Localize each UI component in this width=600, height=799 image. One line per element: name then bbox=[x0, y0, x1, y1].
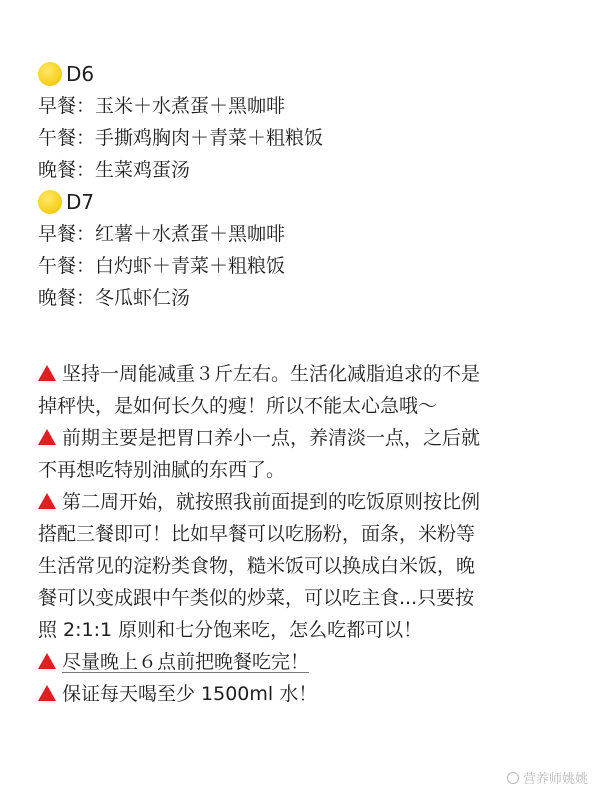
red-triangle-icon bbox=[38, 365, 56, 381]
meal-content: 红薯＋水煮蛋＋黑咖啡 bbox=[95, 223, 286, 245]
tip-paragraph bbox=[38, 678, 578, 710]
tip-line: 前期主要是把胃口养小一点，养清淡一点，之后就 bbox=[62, 427, 481, 449]
tip-line: 第二周开始，就按照我前面提到的吃饭原则按比例 bbox=[62, 491, 481, 513]
red-triangle-icon bbox=[38, 653, 56, 669]
day-label: D6 bbox=[66, 62, 95, 86]
day-label: D7 bbox=[66, 190, 95, 214]
tip-line: 搭配三餐即可！比如早餐可以吃肠粉，面条，米粉等 bbox=[38, 523, 476, 545]
meal-name: 早餐： bbox=[38, 223, 96, 245]
red-triangle-icon bbox=[38, 685, 56, 701]
tip-paragraph bbox=[38, 422, 578, 486]
tip-line: 生活常见的淀粉类食物，糙米饭可以换成白米饭，晚 bbox=[38, 555, 476, 577]
meal-breakfast bbox=[38, 218, 578, 250]
meal-lunch bbox=[38, 122, 578, 154]
meal-name: 早餐： bbox=[38, 95, 96, 117]
watermark-text: 营养师姚姚 bbox=[522, 772, 588, 787]
meal-content: 玉米＋水煮蛋＋黑咖啡 bbox=[95, 95, 286, 117]
tip-line: 尽量晚上６点前把晚餐吃完！ bbox=[62, 651, 310, 673]
meal-breakfast bbox=[38, 90, 578, 122]
day-heading-d6 bbox=[38, 58, 578, 90]
meal-name: 午餐： bbox=[38, 127, 96, 149]
watermark bbox=[507, 768, 588, 787]
spacer bbox=[38, 314, 578, 358]
meal-content: 冬瓜虾仁汤 bbox=[95, 287, 191, 309]
watermark-logo-icon bbox=[507, 772, 519, 784]
red-triangle-icon bbox=[38, 429, 56, 445]
day-heading-d7 bbox=[38, 186, 578, 218]
meal-dinner bbox=[38, 282, 578, 314]
meal-name: 晚餐： bbox=[38, 159, 96, 181]
tip-paragraph bbox=[38, 646, 578, 678]
meal-content: 白灼虾＋青菜＋粗粮饭 bbox=[95, 255, 286, 277]
meal-name: 晚餐： bbox=[38, 287, 96, 309]
meal-content: 生菜鸡蛋汤 bbox=[95, 159, 191, 181]
meal-dinner bbox=[38, 154, 578, 186]
tip-line: 坚持一周能减重３斤左右。生活化减脂追求的不是 bbox=[62, 363, 481, 385]
tip-paragraph bbox=[38, 358, 578, 422]
meal-content: 手撕鸡胸肉＋青菜＋粗粮饭 bbox=[95, 127, 324, 149]
tip-line: 餐可以变成跟中午类似的炒菜，可以吃主食...只要按 bbox=[38, 587, 475, 609]
tip-line: 掉秤快，是如何长久的瘦！所以不能太心急哦～ bbox=[38, 395, 438, 417]
tip-line: 不再想吃特别油腻的东西了。 bbox=[38, 459, 286, 481]
meal-lunch bbox=[38, 250, 578, 282]
meal-name: 午餐： bbox=[38, 255, 96, 277]
tip-line: 照 2:1:1 原则和七分饱来吃，怎么吃都可以！ bbox=[38, 619, 423, 641]
yellow-circle-icon bbox=[38, 190, 62, 214]
yellow-circle-icon bbox=[38, 62, 62, 86]
tip-line: 保证每天喝至少 1500ml 水！ bbox=[62, 683, 318, 705]
tip-paragraph bbox=[38, 486, 578, 646]
red-triangle-icon bbox=[38, 493, 56, 509]
meal-plan-document bbox=[38, 58, 578, 710]
